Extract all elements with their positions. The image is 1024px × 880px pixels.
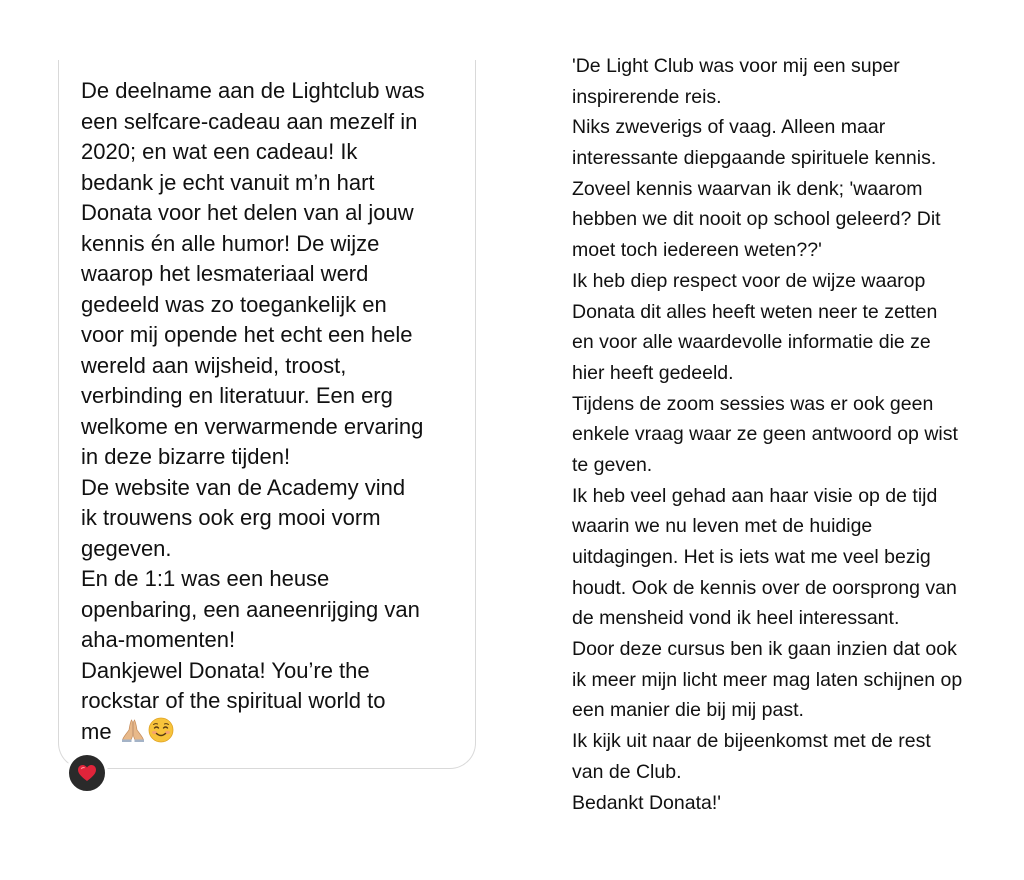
message-line: 2020; en wat een cadeau! Ik xyxy=(81,139,358,164)
message-line: hebben we dit nooit op school geleerd? Dit xyxy=(572,208,941,231)
message-line: kennis én alle humor! De wijze xyxy=(81,230,380,256)
message-line: te geven. xyxy=(572,453,653,476)
message-line: Ik kijk uit naar de bijeenkomst met de rest xyxy=(572,730,931,753)
heart-icon xyxy=(77,764,97,782)
message-line: de mensheid vond ik heel interessant. xyxy=(572,607,900,630)
message-line: moet toch iedereen weten??' xyxy=(572,239,822,262)
message-line: Zoveel kennis waarvan ik denk; 'waarom xyxy=(572,177,923,200)
message-line: De deelname aan de Lightclub was xyxy=(81,78,425,103)
message-line: ik meer mijn licht meer mag laten schijnen op xyxy=(572,668,963,691)
message-line: Bedankt Donata!' xyxy=(572,791,721,814)
message-line: inspirerende reis. xyxy=(572,85,722,108)
message-line: uitdagingen. Het is iets wat me veel bezig xyxy=(572,546,931,568)
message-line: Tijdens de zoom sessies was er ook geen xyxy=(572,392,934,415)
message-line: houdt. Ook de kennis over de oorsprong van xyxy=(572,576,957,599)
message-line: waarin we nu leven met de huidige xyxy=(572,515,873,538)
message-line: wereld aan wijsheid, troost, xyxy=(81,352,347,378)
message-line: En de 1:1 was een heuse xyxy=(81,566,330,591)
message-line: Donata dit alles heeft weten neer te zetten xyxy=(572,300,938,323)
message-line-text: me xyxy=(81,718,112,744)
message-line: Dankjewel Donata! You’re the xyxy=(81,657,370,683)
message-line: hier heeft gedeeld. xyxy=(572,361,734,384)
message-line: verbinding en literatuur. Een erg xyxy=(81,383,393,408)
message-line: Door deze cursus ben ik gaan inzien dat ook xyxy=(572,638,957,661)
reaction-badge[interactable] xyxy=(66,752,108,794)
praying-hands-emoji xyxy=(120,717,146,752)
left-message-text xyxy=(81,76,461,747)
message-line: Niks zweverigs of vaag. Alleen maar xyxy=(572,116,886,139)
message-line: rockstar of the spiritual world to xyxy=(81,688,386,713)
message-line: 'De Light Club was voor mij een super xyxy=(572,55,900,77)
message-line: ik trouwens ook erg mooi vorm xyxy=(81,505,381,530)
message-last-line xyxy=(81,717,461,748)
message-line: interessante diepgaande spirituele kennis. xyxy=(572,147,937,170)
message-line: enkele vraag waar ze geen antwoord op wist xyxy=(572,423,958,446)
message-line: Ik heb veel gehad aan haar visie op de tijd xyxy=(572,484,938,507)
message-line: en voor alle waardevolle informatie die ze xyxy=(572,331,931,354)
message-line: in deze bizarre tijden! xyxy=(81,444,291,469)
message-line: gegeven. xyxy=(81,535,172,561)
message-line: waarop het lesmateriaal werd xyxy=(81,261,369,286)
message-line: welkome en verwarmende ervaring xyxy=(81,413,424,439)
right-message-text xyxy=(572,51,992,818)
message-line: voor mij opende het echt een hele xyxy=(81,322,413,347)
message-line: gedeeld was zo toegankelijk en xyxy=(81,291,387,317)
message-line: een selfcare-cadeau aan mezelf in xyxy=(81,108,418,134)
smiling-face-emoji xyxy=(148,717,174,752)
message-line: aha-momenten! xyxy=(81,627,236,652)
message-line: De website van de Academy vind xyxy=(81,474,406,500)
message-line: Donata voor het delen van al jouw xyxy=(81,200,414,225)
message-line: van de Club. xyxy=(572,760,682,783)
message-line: Ik heb diep respect voor de wijze waarop xyxy=(572,269,926,292)
message-line: openbaring, een aaneenrijging van xyxy=(81,596,420,622)
message-line: een manier die bij mij past. xyxy=(572,699,804,722)
message-line: bedank je echt vanuit m’n hart xyxy=(81,169,375,195)
